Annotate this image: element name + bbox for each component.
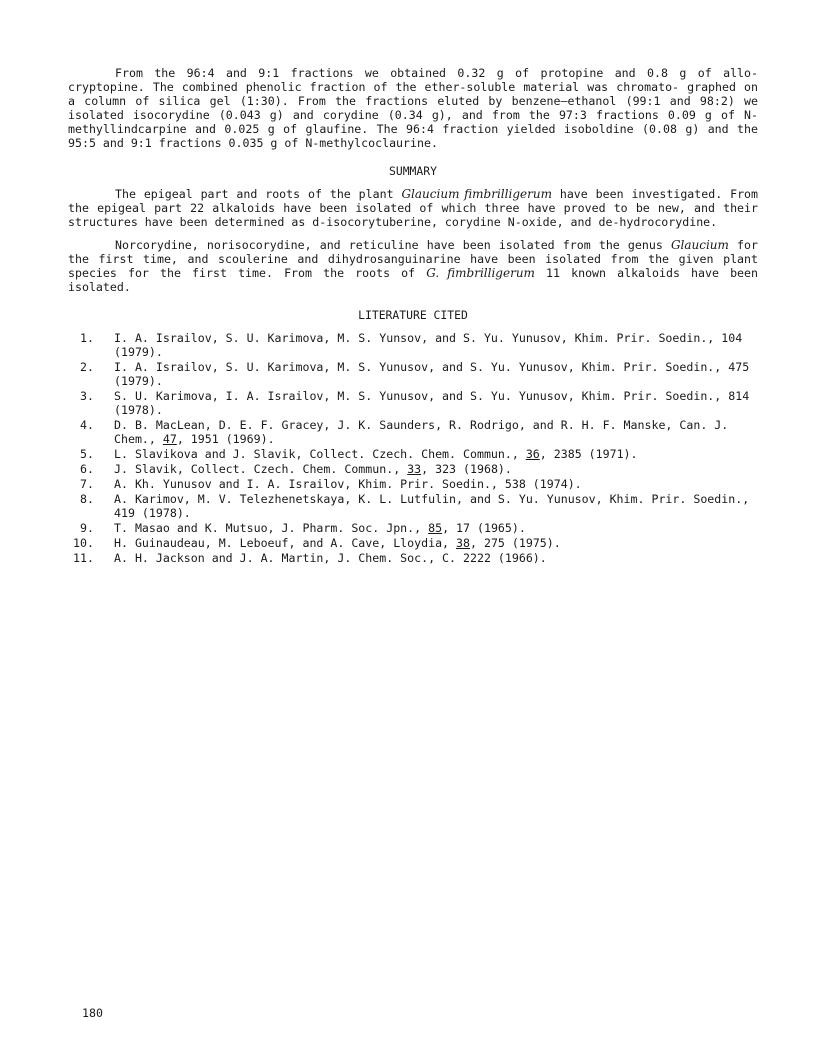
reference-item [68, 331, 758, 359]
reference-item [68, 521, 758, 535]
reference-number: 4. [80, 418, 94, 432]
reference-volume: 36 [525, 447, 540, 461]
reference-text: L. Slavikova and J. Slavik, Collect. Czech. Chem. Commun., [114, 447, 526, 461]
reference-number: 9. [80, 521, 94, 535]
reference-text: J. Slavik, Collect. Czech. Chem. Commun., [114, 462, 408, 476]
intro-line: From the 96:4 and 9:1 fractions we obtained 0.32 g of protopine and 0.8 g of allo- [115, 66, 758, 80]
species-name: Glaucium fimbrilligerum [401, 187, 552, 201]
reference-text: , 17 (1965). [442, 521, 526, 535]
reference-item [68, 360, 758, 388]
reference-text: , 323 (1968). [421, 462, 512, 476]
reference-item [68, 492, 758, 520]
reference-text: , 2385 (1971). [539, 447, 638, 461]
intro-line: graphed on a column of silica gel (1:30). From the fractions eluted by benzene–ethanol [68, 80, 758, 108]
reference-volume: 85 [428, 521, 443, 535]
reference-text: I. A. Israilov, S. U. Karimova, M. S. Yunusov, and S. Yu. Yunusov, Khim. Prir. Soedin., 475 (1979). [114, 360, 750, 388]
summary-text: 11 known alkaloids have been isolated. [68, 266, 758, 294]
intro-line: (99:1 and 98:2) we isolated isocorydine (0.043 g) and corydine (0.34 g), and from the 97:3 [68, 94, 759, 122]
reference-text: A. Kh. Yunusov and I. A. Israilov, Khim. Prir. Soedin., 538 (1974). [114, 477, 582, 491]
paragraph-gap [68, 229, 758, 238]
reference-text: S. U. Karimova, I. A. Israilov, M. S. Yunusov, and S. Yu. Yunusov, Khim. Prir. Soedin., 814 (1978). [114, 389, 750, 417]
reference-item [68, 551, 758, 565]
reference-text: , 1951 (1969). [176, 432, 275, 446]
reference-number: 7. [80, 477, 94, 491]
reference-text: A. H. Jackson and J. A. Martin, J. Chem. Soc., C. 2222 (1966). [114, 551, 547, 565]
page-number: 180 [82, 1006, 103, 1020]
reference-list [68, 331, 758, 565]
reference-number: 11. [73, 551, 94, 565]
summary-text: Norcorydine, norisocorydine, and reticuline have been isolated from the genus [115, 238, 671, 252]
summary-paragraph-2 [68, 238, 758, 294]
reference-item [68, 477, 758, 491]
reference-number: 1. [80, 331, 94, 345]
reference-volume: 33 [407, 462, 422, 476]
summary-text: have been investigated. From the epigeal part 22 alkaloids have been isolated of which three have proved to be new, and their structures have been determined as d-isocorytuberine, corydine N-oxide, and de-hydrocorydine. [68, 187, 759, 229]
intro-line: fractions 0.09 g of N-methyllindcarpine and 0.025 g of glaufine. The 96:4 fraction yielded [68, 108, 759, 136]
reference-item [68, 447, 758, 461]
reference-item [68, 536, 758, 550]
reference-text: T. Masao and K. Mutsuo, J. Pharm. Soc. Jpn., [114, 521, 429, 535]
reference-text: D. B. MacLean, D. E. F. Gracey, J. K. Saunders, R. Rodrigo, and R. H. F. Manske, Can. J. Chem., [114, 418, 729, 446]
reference-item [68, 418, 758, 446]
reference-number: 10. [73, 536, 94, 550]
summary-text: The epigeal part and roots of the plant [115, 187, 402, 201]
page-body [68, 66, 758, 566]
reference-number: 8. [80, 492, 94, 506]
reference-text: , 275 (1975). [470, 536, 561, 550]
literature-heading: LITERATURE CITED [358, 308, 468, 322]
reference-volume: 47 [162, 432, 177, 446]
reference-number: 3. [80, 389, 94, 403]
summary-heading: SUMMARY [388, 164, 437, 178]
intro-line: isoboldine (0.08 g) and the 95:5 and 9:1 fractions 0.035 g of N-methylcoclaurine. [68, 122, 758, 150]
summary-text: for the first time, and scoulerine and dihydrosanguinarine have been isolated from the given plant species for the first time. From the roots of [68, 238, 758, 280]
reference-item [68, 462, 758, 476]
intro-paragraph [68, 66, 758, 150]
summary-paragraph-1 [68, 187, 758, 229]
reference-volume: 38 [456, 536, 470, 550]
genus-name: Glaucium [670, 238, 729, 252]
reference-item [68, 389, 758, 417]
reference-number: 5. [80, 447, 94, 461]
species-name: G. fimbrilligerum [426, 266, 535, 280]
reference-text: I. A. Israilov, S. U. Karimova, M. S. Yunsov, and S. Yu. Yunusov, Khim. Prir. Soedin., 104 (1979). [114, 331, 743, 359]
intro-line: cryptopine. The combined phenolic fraction of the ether-soluble material was chromato- [68, 80, 680, 94]
reference-number: 6. [80, 462, 94, 476]
reference-text: H. Guinaudeau, M. Leboeuf, and A. Cave, Lloydia, [114, 536, 457, 550]
reference-number: 2. [80, 360, 94, 374]
reference-text: A. Karimov, M. V. Telezhenetskaya, K. L. Lutfulin, and S. Yu. Yunusov, Khim. Prir. Soedin., 419 (1978). [114, 492, 750, 520]
